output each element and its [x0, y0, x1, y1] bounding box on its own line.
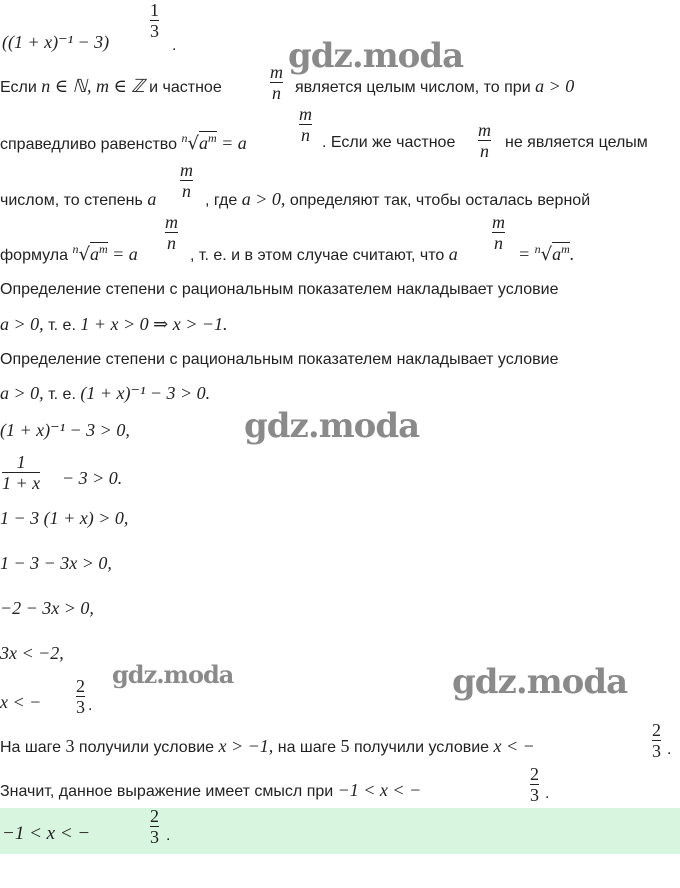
watermark-3: gdz.moda [112, 660, 234, 689]
step-7: x < − [0, 692, 42, 712]
condition-1: a > 0, т. е. 1 + x > 0 ⇒ x > −1. [0, 314, 228, 334]
conclusion-fraction: 2 3 [530, 764, 539, 805]
step-3: 1 − 3 (1 + x) > 0, [0, 508, 129, 528]
definition-2: Определение степени с рациональным показателем накладывает условие [0, 351, 559, 368]
header-exponent: 1 3 [150, 0, 159, 41]
exp-m-n-1: m n [299, 104, 312, 145]
step-1: (1 + x)⁻¹ − 3 > 0, [0, 420, 130, 440]
step-4: 1 − 3 − 3x > 0, [0, 553, 112, 573]
answer-box [0, 808, 680, 854]
watermark-1: gdz.moda [288, 36, 464, 76]
watermark-4: gdz.moda [452, 662, 628, 702]
answer-fraction: 2 3 [150, 806, 159, 847]
step-7-fraction: 2 3 [76, 676, 85, 717]
step-2-fraction: 1 1 + x [2, 452, 41, 493]
fraction-m-n: m n [270, 62, 283, 103]
exp-m-n-3: m n [165, 212, 178, 253]
para-3: числом, то степень a [0, 189, 157, 209]
exp-m-n-4: m n [492, 212, 505, 253]
step-5: −2 − 3x > 0, [0, 598, 94, 618]
para-2: справедливо равенство $^n√a^m = a$ [0, 131, 247, 154]
step-2: − 3 > 0. [62, 468, 123, 488]
exp-m-n-2: m n [180, 160, 193, 201]
para-4: формула $^n√a^m = a$ [0, 242, 138, 265]
para-1: Если n ∈ ℕ, m ∈ ℤ и частное [0, 76, 222, 96]
summary-fraction: 2 3 [652, 720, 661, 761]
condition-2: a > 0, т. е. (1 + x)⁻¹ − 3 > 0. [0, 383, 211, 403]
fraction-m-n-2: m n [478, 120, 491, 161]
watermark-2: gdz.moda [244, 406, 420, 446]
definition-1: Определение степени с рациональным показателем накладывает условие [0, 281, 559, 298]
answer-text: −1 < x < − [2, 823, 91, 844]
header-expression: ((1 + x)⁻¹ − 3) [2, 32, 110, 52]
step-6: 3x < −2, [0, 643, 64, 663]
conclusion: Значит, данное выражение имеет смысл при −1 < x < − [0, 780, 422, 800]
step-summary: На шаге 3 получили условие x > −1, на шаге 5 получили условие x < − [0, 736, 535, 756]
